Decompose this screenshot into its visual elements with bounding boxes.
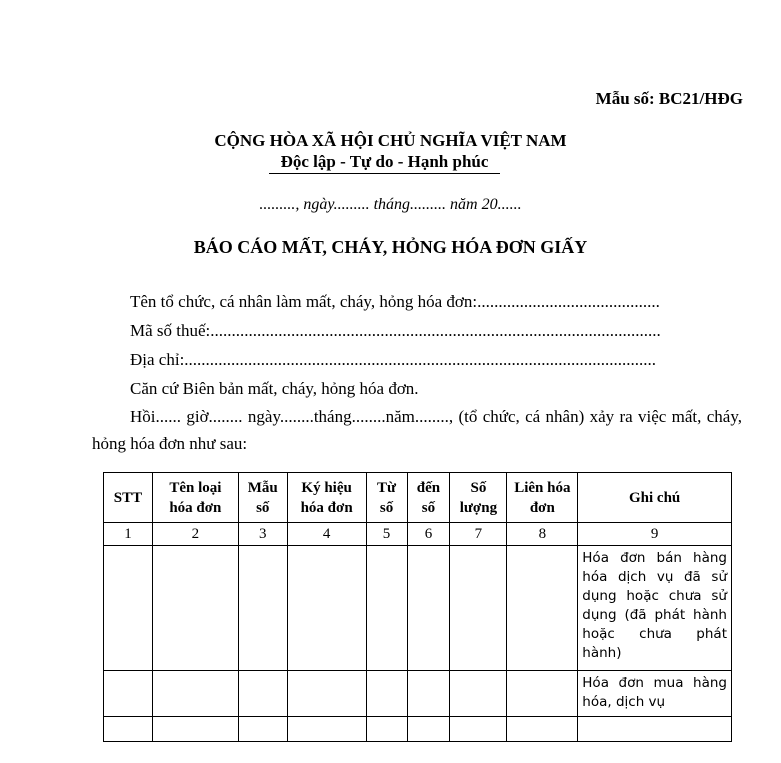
table-cell: [152, 546, 238, 671]
report-title: BÁO CÁO MẤT, CHÁY, HỎNG HÓA ĐƠN GIẤY: [193, 237, 588, 257]
column-number: 2: [152, 523, 238, 546]
table-cell: [287, 671, 366, 717]
report-body: [92, 287, 742, 457]
address-field: Địa chỉ:...............................................................................................................: [130, 350, 657, 369]
national-header: [0, 130, 781, 174]
table-cell: [507, 717, 578, 742]
table-cell: [238, 671, 287, 717]
column-number: 9: [578, 523, 732, 546]
header-to-no: đến số: [407, 473, 450, 523]
table-cell: [578, 717, 732, 742]
table-cell: [407, 546, 450, 671]
column-number: 5: [366, 523, 407, 546]
column-number: 8: [507, 523, 578, 546]
invoice-table: [103, 472, 732, 742]
header-form-no: Mẫu số: [238, 473, 287, 523]
header-invoice-type: Tên loại hóa đơn: [152, 473, 238, 523]
table-cell: [152, 717, 238, 742]
table-cell: [366, 671, 407, 717]
national-motto: Độc lập - Tự do - Hạnh phúc: [269, 152, 501, 174]
table-cell: [104, 546, 153, 671]
table-cell: [507, 546, 578, 671]
table-cell: [407, 671, 450, 717]
date-line: ........., ngày......... tháng......... năm 20......: [259, 196, 522, 213]
table-cell: [152, 671, 238, 717]
column-number: 7: [450, 523, 507, 546]
table-header-row: [104, 473, 732, 523]
table-cell: [238, 546, 287, 671]
column-number: 3: [238, 523, 287, 546]
table-cell: [287, 717, 366, 742]
table-cell: [104, 671, 153, 717]
table-cell: [407, 717, 450, 742]
table-cell: [366, 546, 407, 671]
note-purchase-invoices: Hóa đơn mua hàng hóa, dịch vụ: [578, 671, 732, 717]
table-row: [104, 546, 732, 671]
note-sold-invoices: Hóa đơn bán hàng hóa dịch vụ đã sử dụng hoặc chưa sử dụng (đã phát hành hoặc chưa phát hành): [578, 546, 732, 671]
table-cell: [104, 717, 153, 742]
header-invoice-symbol: Ký hiệu hóa đơn: [287, 473, 366, 523]
table-cell: [507, 671, 578, 717]
incident-line: Hồi...... giờ........ ngày........tháng........năm........, (tổ chức, cá nhân) xảy ra việc mất, cháy, hỏng hóa đơn như sau:: [92, 407, 742, 453]
header-notes: Ghi chú: [578, 473, 732, 523]
table-cell: [450, 546, 507, 671]
table-cell: [450, 671, 507, 717]
basis-line: Căn cứ Biên bản mất, cháy, hỏng hóa đơn.: [130, 379, 419, 398]
header-from-no: Từ số: [366, 473, 407, 523]
country-name: CỘNG HÒA XÃ HỘI CHỦ NGHĨA VIỆT NAM: [214, 131, 567, 150]
tax-code-field: Mã số thuế:..........................................................................................................: [130, 321, 661, 340]
table-row: [104, 717, 732, 742]
header-quantity: Số lượng: [450, 473, 507, 523]
column-number: 6: [407, 523, 450, 546]
header-stt: STT: [104, 473, 153, 523]
table-cell: [238, 717, 287, 742]
table-cell: [366, 717, 407, 742]
form-number: Mẫu số: BC21/HĐG: [595, 89, 743, 108]
table-row: [104, 671, 732, 717]
column-number-row: [104, 523, 732, 546]
header-copy: Liên hóa đơn: [507, 473, 578, 523]
org-name-field: Tên tổ chức, cá nhân làm mất, cháy, hỏng hóa đơn:...........................................: [130, 292, 660, 311]
table-cell: [287, 546, 366, 671]
column-number: 1: [104, 523, 153, 546]
table-cell: [450, 717, 507, 742]
column-number: 4: [287, 523, 366, 546]
